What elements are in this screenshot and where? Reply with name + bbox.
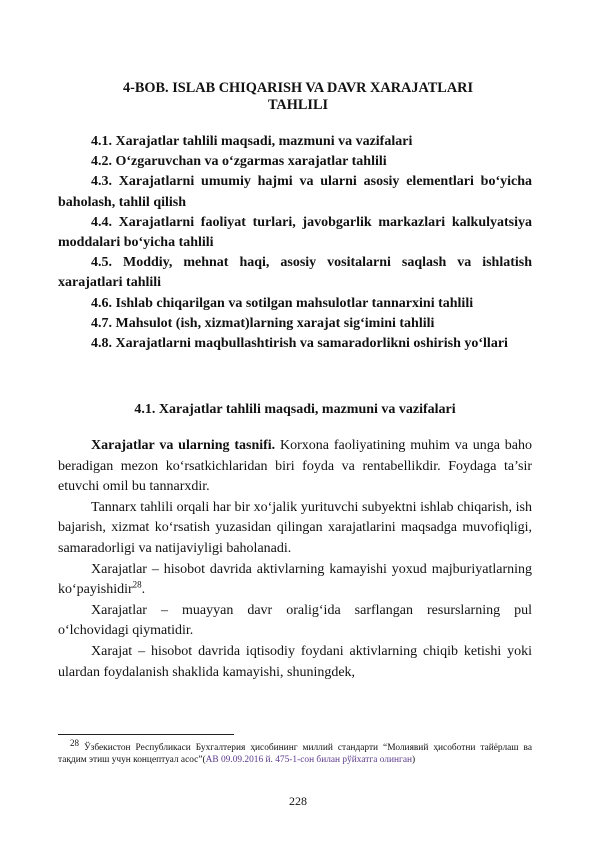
contents-item: 4.3. Xarajatlarni umumiy hajmi va ularni asosiy elementlari bo‘yicha baholash, tahlil qilish: [58, 174, 532, 210]
paragraph-text: Xarajatlar – hisobot davrida aktivlarning kamayishi yoxud majburiyatlarning ko‘payishidir: [58, 561, 532, 598]
contents-item: 4.8. Xarajatlarni maqbullashtirish va samaradorlikni oshirish yo‘llari: [91, 336, 508, 352]
section-heading: 4.1. Xarajatlar tahlili maqsadi, mazmuni va vazifalari: [134, 402, 456, 417]
footnote-number: 28: [70, 737, 79, 748]
contents-item: 4.2. O‘zgaruvchan va o‘zgarmas xarajatlar tahlili: [91, 154, 387, 170]
paragraph-lead-bold: Xarajatlar va ularning tasnifi.: [91, 438, 276, 453]
contents-item: 4.7. Mahsulot (ish, xizmat)larning xarajat sig‘imini tahlili: [91, 315, 435, 331]
footnote-ref[interactable]: 28: [132, 579, 142, 590]
footnote-text: Ўзбекистон Республикаси Бухгалтерия ҳисобининг миллий стандарти “Молиявий ҳисоботни тайёрлаш ва тақдим этиш учун концептуал асос”(: [58, 743, 532, 766]
chapter-title: [60, 80, 536, 114]
paragraph: Xarajat – hisobot davrida iqtisodiy foydani aktivlarning chiqib ketishi yoki ulardan foydalanish shaklida kamayishi, shuningdek,: [58, 643, 532, 680]
chapter-contents: [58, 132, 532, 354]
page-number: 228: [289, 794, 307, 808]
contents-item: 4.1. Xarajatlar tahlili maqsadi, mazmuni va vazifalari: [91, 134, 413, 149]
contents-item: 4.6. Ishlab chiqarilgan va sotilgan mahsulotlar tannarxini tahlili: [91, 295, 474, 311]
chapter-title-line1: 4-BOB. ISLAB CHIQARISH VA DAVR XARAJATLARI: [122, 80, 474, 96]
paragraph-end: .: [141, 582, 146, 598]
paragraph: [58, 436, 532, 498]
contents-item: 4.4. Xarajatlarni faoliyat turlari, javobgarlik markazlari kalkulyatsiya moddalari bo‘yicha tahlili: [58, 214, 532, 251]
chapter-title-line2: TAHLILI: [267, 97, 329, 113]
contents-item: 4.5. Moddiy, mehnat haqi, asosiy vositalarni saqlash va ishlatish xarajatlari tahlili: [58, 255, 532, 291]
paragraph-text: Korxona faoliyatining muhim va unga baho beradigan mezon ko‘rsatkichlaridan biri foyda va rentabellikdir. Foydaga ta’sir etuvchi omil bu tannarxdir.: [58, 438, 532, 495]
footnote-divider: [58, 734, 234, 735]
paragraph: [58, 560, 532, 601]
footnote-link[interactable]: АВ 09.09.2016 й. 475-1-сон билан рўйхатга олинган: [205, 755, 413, 766]
footnote: [58, 737, 532, 766]
body-text: [58, 436, 532, 683]
footnote-end: ): [412, 755, 416, 766]
paragraph: Xarajatlar – muayyan davr oralig‘ida sarflangan resurslarning pul o‘lchovidagi qiymatidir.: [58, 602, 532, 639]
paragraph: Tannarx tahlili orqali har bir xo‘jalik yurituvchi subyektni ishlab chiqarish, ish bajarish, xizmat ko‘rsatish yuzasidan qilingan xarajatlarini maqsadga muvofiqligi, samaradorligi va natijaviyligi baholanadi.: [58, 499, 532, 556]
